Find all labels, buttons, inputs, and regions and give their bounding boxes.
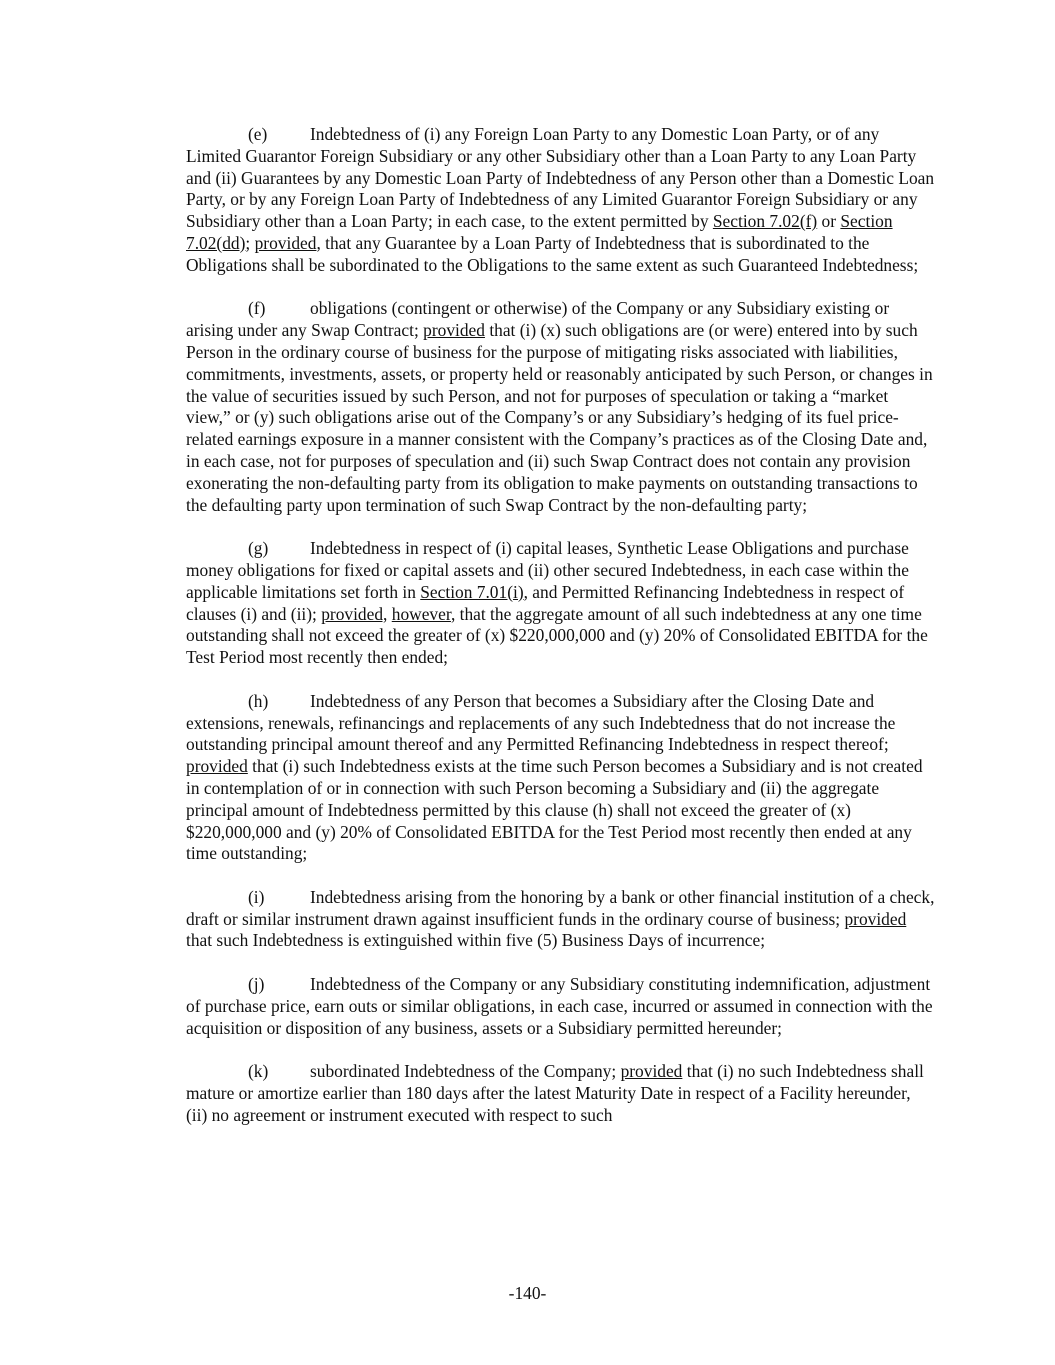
text-segment: that (i) such Indebtedness exists at the time such Person becomes a Subsidiary and is not created in contemplation of or in connection with such Person becoming a Subsidiary and (ii) the aggregate principal amount of Indebtedness permitted by this clause (h) shall not exceed the greater of (x) $220,000,000 and (y) 20% of Consolidated EBITDA for the Test Period most recently then ended at any time outstanding; xyxy=(186,756,923,864)
clause-label: (j) xyxy=(248,974,265,995)
text-segment: Indebtedness of any Person that becomes a Subsidiary after the Closing Date and extensions, renewals, refinancings and replacements of any such Indebtedness that do not increase the outstanding principal amount thereof and any Permitted Refinancing Indebtedness in respect thereof; xyxy=(186,690,896,755)
text-segment: obligations (contingent or otherwise) of the Company or any Subsidiary existing or arising under any Swap Contract; xyxy=(186,298,890,341)
clause-label: (k) xyxy=(248,1061,269,1082)
text-segment: , and Permitted Refinancing Indebtedness in respect of clauses (i) and (ii); xyxy=(186,581,905,624)
provided-term: provided xyxy=(186,756,248,777)
text-segment: that (i) no such Indebtedness shall mature or amortize earlier than 180 days after the latest Maturity Date in respect of a Facility hereunder, (ii) no agreement or instrument executed with respect to such xyxy=(186,1061,924,1125)
text-segment: Indebtedness of the Company or any Subsidiary constituting indemnification, adjustment of purchase price, earn outs or similar obligations, in each case, incurred or assumed in connection with the acquisition or disposition of any business, assets or a Subsidiary permitted hereunder; xyxy=(186,974,933,1038)
text-segment: that (i) (x) such obligations are (or were) entered into by such Person in the ordinary course of business for the purpose of mitigating risks associated with liabilities, commitments, investments, assets, or property held or reasonably anticipated by such Person, or changes in the value of securities issued by such Person, and not for purposes of speculation or taking a “market view,” or (y) such obligations arise out of the Company’s or any Subsidiary’s hedging of its fuel price-related earnings exposure in a manner consistent with the Company’s practices as of the Closing Date and, in each case, not for purposes of speculation and (ii) such Swap Contract does not contain any provision exonerating the non-defaulting party from its obligation to make payments on outstanding transactions to the defaulting party upon termination of such Swap Contract by the non-defaulting party; xyxy=(186,320,933,515)
text-segment: Indebtedness of (i) any Foreign Loan Party to any Domestic Loan Party, or of any Limited Guarantor Foreign Subsidiary or any other Subsidiary other than a Loan Party to any Loan Party and (ii) Guarantees by any Domestic Loan Party of Indebtedness of any Person other than a Domestic Loan Party, or by any Foreign Loan Party of Indebtedness of any Limited Guarantor Foreign Subsidiary or any Subsidiary other than a Loan Party; in each case, to the extent permitted by xyxy=(186,124,935,232)
paragraph-g xyxy=(186,538,936,669)
provided-term: provided, xyxy=(321,603,388,624)
paragraph-f xyxy=(186,298,936,516)
section-reference: Section 7.01(i) xyxy=(420,581,524,602)
page-number: -140- xyxy=(508,1283,547,1303)
text-segment: ; xyxy=(245,232,255,253)
text-segment: that such Indebtedness is extinguished within five (5) Business Days of incurrence; xyxy=(186,930,766,951)
text-segment: Indebtedness in respect of (i) capital leases, Synthetic Lease Obligations and purchase money obligations for fixed or capital assets and (ii) other secured Indebtedness, in each case within the applicable limitations set forth in xyxy=(186,538,909,602)
provided-term: provided xyxy=(844,908,907,929)
text-segment: , that the aggregate amount of all such indebtedness at any one time outstanding shall not exceed the greater of (x) $220,000,000 and (y) 20% of Consolidated EBITDA for the Test Period most recently then ended; xyxy=(186,603,928,668)
clause-label: (h) xyxy=(248,690,269,711)
clause-label: (e) xyxy=(248,124,268,144)
provided-term: provided xyxy=(423,320,485,341)
clause-label: (g) xyxy=(248,538,269,559)
provided-term: provided xyxy=(254,232,317,253)
however-term: however xyxy=(391,603,451,624)
paragraph-e xyxy=(186,124,936,277)
paragraph-h xyxy=(186,691,936,865)
paragraph-k xyxy=(186,1061,936,1126)
text-segment: or xyxy=(817,211,841,232)
section-reference: Section 7.02(dd) xyxy=(186,211,893,253)
text-segment: Indebtedness arising from the honoring by a bank or other financial institution of a check, draft or similar instrument drawn against insufficient funds in the ordinary course of business; xyxy=(186,886,935,929)
paragraph-i xyxy=(186,887,936,952)
provided-term: provided xyxy=(620,1061,683,1082)
text-segment: subordinated Indebtedness of the Company; xyxy=(310,1061,621,1082)
section-reference: Section 7.02(f) xyxy=(712,211,818,232)
document-body xyxy=(186,124,936,1148)
clause-label: (f) xyxy=(248,298,266,319)
text-segment: , that any Guarantee by a Loan Party of Indebtedness that is subordinated to the Obligations shall be subordinated to the Obligations to the same extent as such Guaranteed Indebtedness; xyxy=(186,232,919,275)
paragraph-j xyxy=(186,974,936,1039)
clause-label: (i) xyxy=(248,886,265,907)
